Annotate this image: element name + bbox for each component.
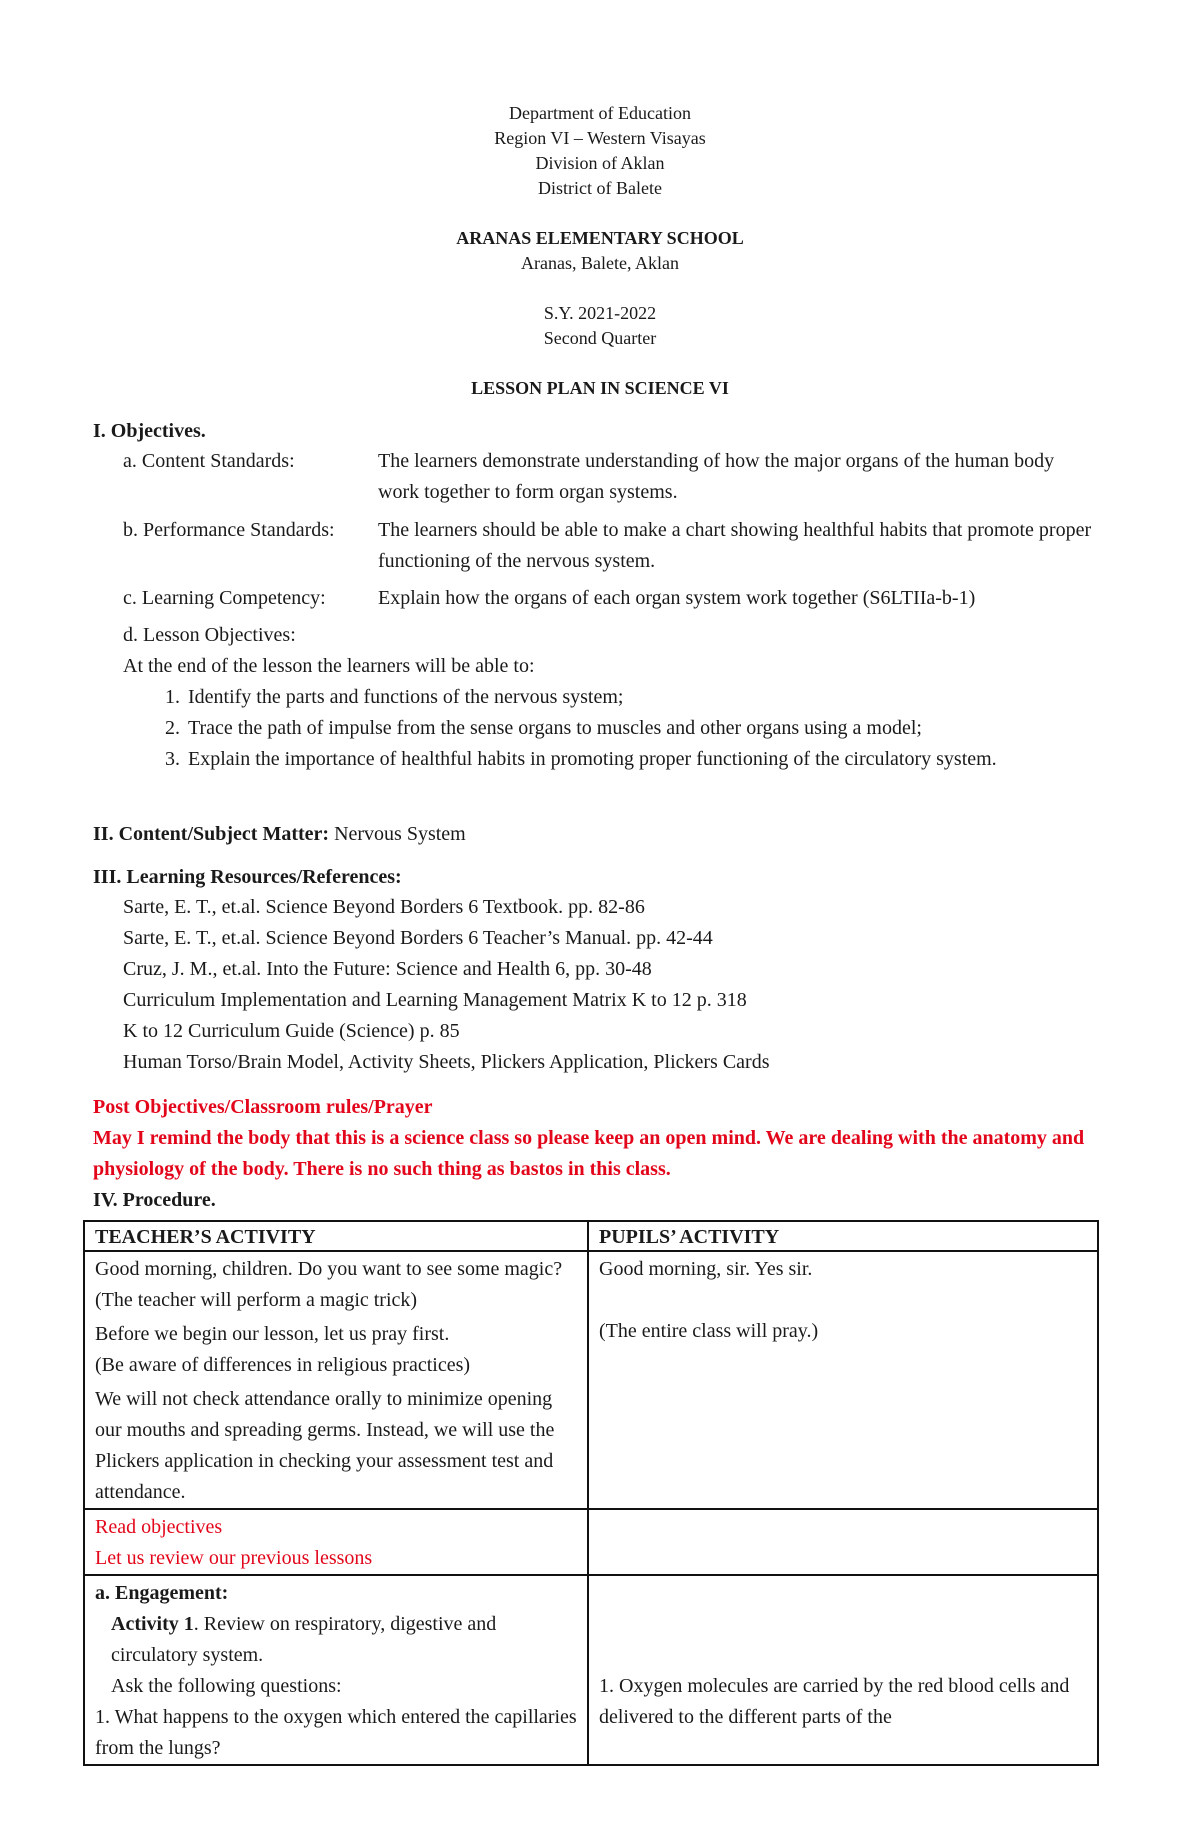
resource-item: Sarte, E. T., et.al. Science Beyond Borders 6 Teacher’s Manual. pp. 42-44 — [123, 927, 713, 949]
objective-number: 1. — [165, 686, 180, 708]
objective-number: 2. — [165, 717, 180, 739]
review-lessons: Let us review our previous lessons — [95, 1547, 373, 1569]
greeting-text: Good morning, children. Do you want to see some magic? — [95, 1258, 563, 1280]
pupils-pray: (The entire class will pray.) — [599, 1320, 819, 1342]
content-standards-label: a. Content Standards: — [123, 450, 295, 472]
pupils-greeting: Good morning, sir. Yes sir. — [599, 1258, 813, 1280]
pupils-cell — [588, 1251, 1098, 1509]
read-objectives: Read objectives — [95, 1516, 223, 1538]
attendance-text: We will not check attendance orally to minimize opening our mouths and spreading germs. Instead, we will use the Plickers application in checking your assessment test and attendance. — [95, 1388, 555, 1503]
objective-item: Identify the parts and functions of the nervous system; — [188, 686, 624, 708]
lesson-objectives-intro: At the end of the lesson the learners will be able to: — [123, 655, 535, 677]
school-name: ARANAS ELEMENTARY SCHOOL — [456, 228, 744, 248]
resource-item: Human Torso/Brain Model, Activity Sheets, Plickers Application, Plickers Cards — [123, 1051, 770, 1073]
teacher-activity-header: TEACHER’S ACTIVITY — [84, 1221, 588, 1251]
pupils-activity-header: PUPILS’ ACTIVITY — [588, 1221, 1098, 1251]
prayer-text: Before we begin our lesson, let us pray first. — [95, 1323, 450, 1345]
content-standards-value: The learners demonstrate understanding of how the major organs of the human body work together to form organ systems. — [378, 450, 1055, 503]
objective-number: 3. — [165, 748, 180, 770]
teacher-cell — [84, 1251, 588, 1509]
department-line: Department of Education — [509, 103, 691, 123]
objective-item: Trace the path of impulse from the sense organs to muscles and other organs using a model; — [188, 717, 922, 739]
table-row — [84, 1509, 1098, 1575]
resource-item: K to 12 Curriculum Guide (Science) p. 85 — [123, 1020, 460, 1042]
pupils-cell — [588, 1509, 1098, 1575]
region-line: Region VI – Western Visayas — [494, 128, 706, 148]
district-line: District of Balete — [538, 178, 662, 198]
magic-trick-note: (The teacher will perform a magic trick) — [95, 1289, 418, 1311]
procedure-table — [83, 1220, 1099, 1766]
school-year: S.Y. 2021-2022 — [543, 303, 657, 323]
resource-item: Cruz, J. M., et.al. Into the Future: Science and Health 6, pp. 30-48 — [123, 958, 652, 980]
quarter: Second Quarter — [543, 328, 657, 348]
teacher-cell — [84, 1509, 588, 1575]
resource-item: Sarte, E. T., et.al. Science Beyond Borders 6 Textbook. pp. 82-86 — [123, 896, 645, 918]
pupils-cell — [588, 1575, 1098, 1765]
activity-1-label: Activity 1 — [111, 1613, 194, 1635]
objectives-heading: I. Objectives. — [93, 420, 206, 442]
engagement-heading: a. Engagement: — [95, 1582, 229, 1604]
objective-item: Explain the importance of healthful habits in promoting proper functioning of the circulatory system. — [188, 748, 997, 770]
content-heading-value: Nervous System — [334, 823, 466, 845]
table-row — [84, 1575, 1098, 1765]
page-title: LESSON PLAN IN SCIENCE VI — [471, 378, 729, 398]
ask-questions: Ask the following questions: — [111, 1675, 342, 1697]
table-row — [84, 1251, 1098, 1509]
post-objectives-note: Post Objectives/Classroom rules/Prayer — [93, 1096, 433, 1118]
resources-heading: III. Learning Resources/References: — [93, 866, 402, 888]
division-line: Division of Aklan — [535, 153, 665, 173]
resource-item: Curriculum Implementation and Learning Management Matrix K to 12 p. 318 — [123, 989, 747, 1011]
activity-1-text — [95, 1609, 577, 1671]
classroom-reminder: May I remind the body that this is a science class so please keep an open mind. We are dealing with the anatomy and physiology of the body. There is no such thing as bastos in this class. — [93, 1127, 1085, 1180]
question-1: 1. What happens to the oxygen which entered the capillaries from the lungs? — [95, 1706, 577, 1759]
teacher-cell — [84, 1575, 588, 1765]
lesson-objectives-label: d. Lesson Objectives: — [123, 624, 296, 646]
performance-standards-value: The learners should be able to make a chart showing healthful habits that promote proper functioning of the nervous system. — [378, 519, 1092, 572]
content-heading — [93, 820, 466, 848]
religion-note: (Be aware of differences in religious practices) — [95, 1354, 471, 1376]
procedure-heading: IV. Procedure. — [93, 1189, 216, 1211]
school-address: Aranas, Balete, Aklan — [521, 253, 679, 273]
learning-competency-value: Explain how the organs of each organ system work together (S6LTIIa-b-1) — [378, 587, 976, 609]
learning-competency-label: c. Learning Competency: — [123, 587, 326, 609]
performance-standards-label: b. Performance Standards: — [123, 519, 335, 541]
answer-1: 1. Oxygen molecules are carried by the red blood cells and delivered to the different parts of the — [599, 1675, 1070, 1728]
content-heading-label: II. Content/Subject Matter: — [93, 823, 330, 845]
table-header-row — [84, 1221, 1098, 1251]
activity-1-description: . Review on respiratory, digestive and circulatory system. — [111, 1613, 497, 1666]
